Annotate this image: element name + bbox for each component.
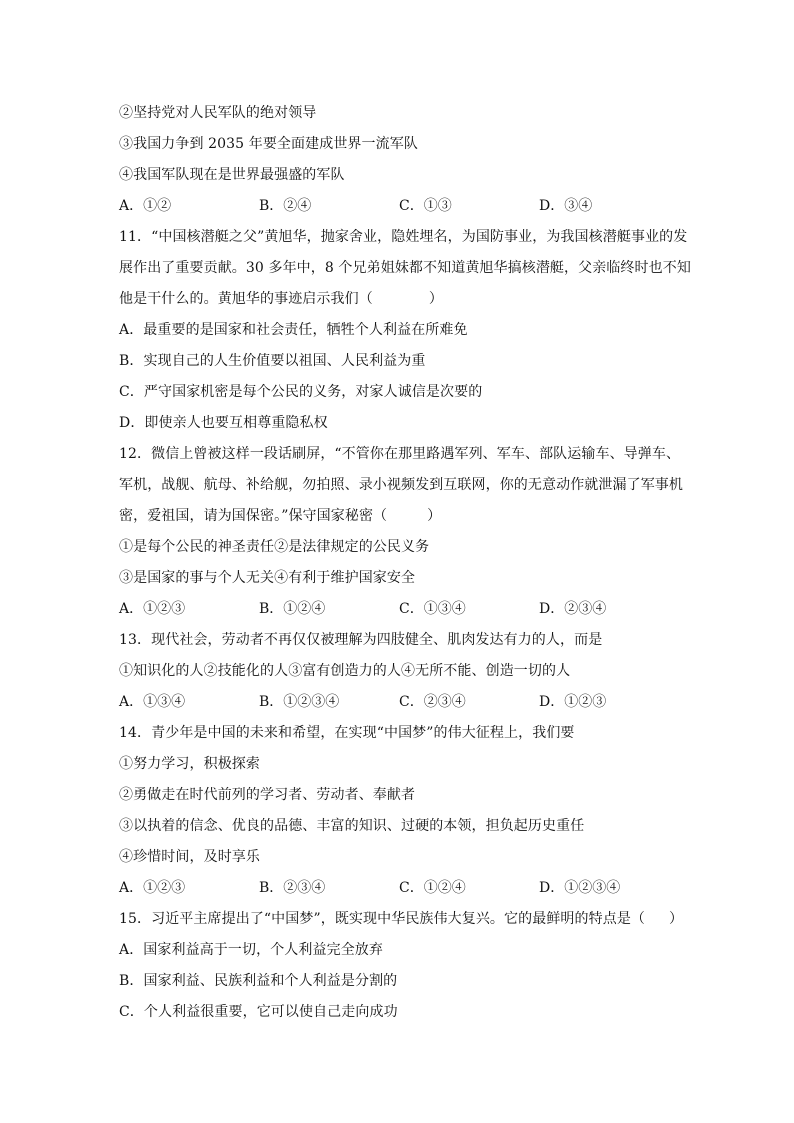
q11-stem-line-3 xyxy=(119,284,679,315)
q14-item-3: ③以执着的信念、优良的品德、丰富的知识、过硬的本领，担负起历史重任 xyxy=(119,818,585,834)
q12-item-line-1: ①是每个公民的神圣责任②是法律规定的公民义务 xyxy=(119,539,430,555)
q12-option-d: D．②③④ xyxy=(539,601,607,617)
q14-item-2: ②勇做走在时代前列的学习者、劳动者、奉献者 xyxy=(119,787,416,803)
q11-option-b: B．实现自己的人生价值要以祖国、人民利益为重 xyxy=(119,353,426,369)
q10-option-b: B．②④ xyxy=(259,198,312,214)
q12-stem-line-2: 军机，战舰、航母、补给舰，勿拍照、录小视频发到互联网，你的无意动作就泄漏了军事机 xyxy=(119,477,683,493)
q11-option-c: C．严守国家机密是每个公民的义务，对家人诚信是次要的 xyxy=(119,384,483,400)
q14-option-c: C．①②④ xyxy=(399,880,466,896)
q14-option-b: B．②③④ xyxy=(259,880,326,896)
q12-options xyxy=(119,594,679,625)
q11-stem-text: 他是干什么的。黄旭华的事迹启示我们（ xyxy=(119,291,373,307)
q10-item-3: ③我国力争到 2035 年要全面建成世界一流军队 xyxy=(119,136,418,152)
q12-stem-line-1: 12．微信上曾被这样一段话刷屏，“不管你在那里路遇军列、军车、部队运输车、导弹车、 xyxy=(119,446,681,462)
q12-stem-line-3 xyxy=(119,501,679,532)
q11-option-a: A．最重要的是国家和社会责任，牺牲个人利益在所难免 xyxy=(119,322,468,338)
q14-options xyxy=(119,873,679,904)
q15-option-c: C．个人利益很重要，它可以使自己走向成功 xyxy=(119,1004,398,1020)
q15-stem xyxy=(119,904,684,935)
q13-option-c: C．②③④ xyxy=(399,694,466,710)
q13-option-a: A．①③④ xyxy=(119,694,186,710)
q12-item-line-2: ③是国家的事与个人无关④有利于维护国家安全 xyxy=(119,570,416,586)
q14-item-1: ①努力学习，积极探索 xyxy=(119,756,260,772)
q14-option-a: A．①②③ xyxy=(119,880,186,896)
q10-item-4: ④我国军队现在是世界最强盛的军队 xyxy=(119,167,345,183)
exam-content xyxy=(119,98,691,1028)
q14-item-4: ④珍惜时间，及时享乐 xyxy=(119,849,260,865)
q15-stem-text: 15．习近平主席提出了“中国梦”，既实现中华民族伟大复兴。它的最鲜明的特点是（ xyxy=(119,911,646,927)
q12-option-b: B．①②④ xyxy=(259,601,326,617)
q12-stem-text: 密，爱祖国，请为国保密。”保守国家秘密（ xyxy=(119,508,388,524)
q12-stem-close: ） xyxy=(427,508,442,524)
q10-option-c: C．①③ xyxy=(399,198,452,214)
q13-option-b: B．①②③④ xyxy=(259,694,340,710)
q14-stem: 14．青少年是中国的未来和希望，在实现“中国梦”的伟大征程上，我们要 xyxy=(119,725,575,741)
q12-option-a: A．①②③ xyxy=(119,601,186,617)
q13-items: ①知识化的人②技能化的人③富有创造力的人④无所不能、创造一切的人 xyxy=(119,663,571,679)
q15-stem-close: ） xyxy=(669,911,684,927)
q10-item-2: ②坚持党对人民军队的绝对领导 xyxy=(119,105,317,121)
q10-option-a: A．①② xyxy=(119,198,172,214)
q12-option-c: C．①③④ xyxy=(399,601,466,617)
q11-stem-close: ） xyxy=(428,291,443,307)
q13-option-d: D．①②③ xyxy=(539,694,607,710)
q11-stem-line-2: 展作出了重要贡献。30 多年中，8 个兄弟姐妹都不知道黄旭华搞核潜艇，父亲临终时也不知 xyxy=(119,260,691,276)
q14-option-d: D．①②③④ xyxy=(539,880,621,896)
q13-options xyxy=(119,687,679,718)
q10-option-d: D．③④ xyxy=(539,198,593,214)
q13-stem: 13．现代社会，劳动者不再仅仅被理解为四肢健全、肌肉发达有力的人，而是 xyxy=(119,632,603,648)
q10-options xyxy=(119,191,679,222)
q11-option-d: D．即使亲人也要互相尊重隐私权 xyxy=(119,415,328,431)
q15-option-b: B．国家利益、民族利益和个人利益是分割的 xyxy=(119,973,398,989)
q11-stem-line-1: 11．“中国核潜艇之父”黄旭华，抛家舍业，隐姓埋名，为国防事业，为我国核潜艇事业的发 xyxy=(119,229,688,245)
q15-option-a: A．国家利益高于一切，个人利益完全放弃 xyxy=(119,942,384,958)
